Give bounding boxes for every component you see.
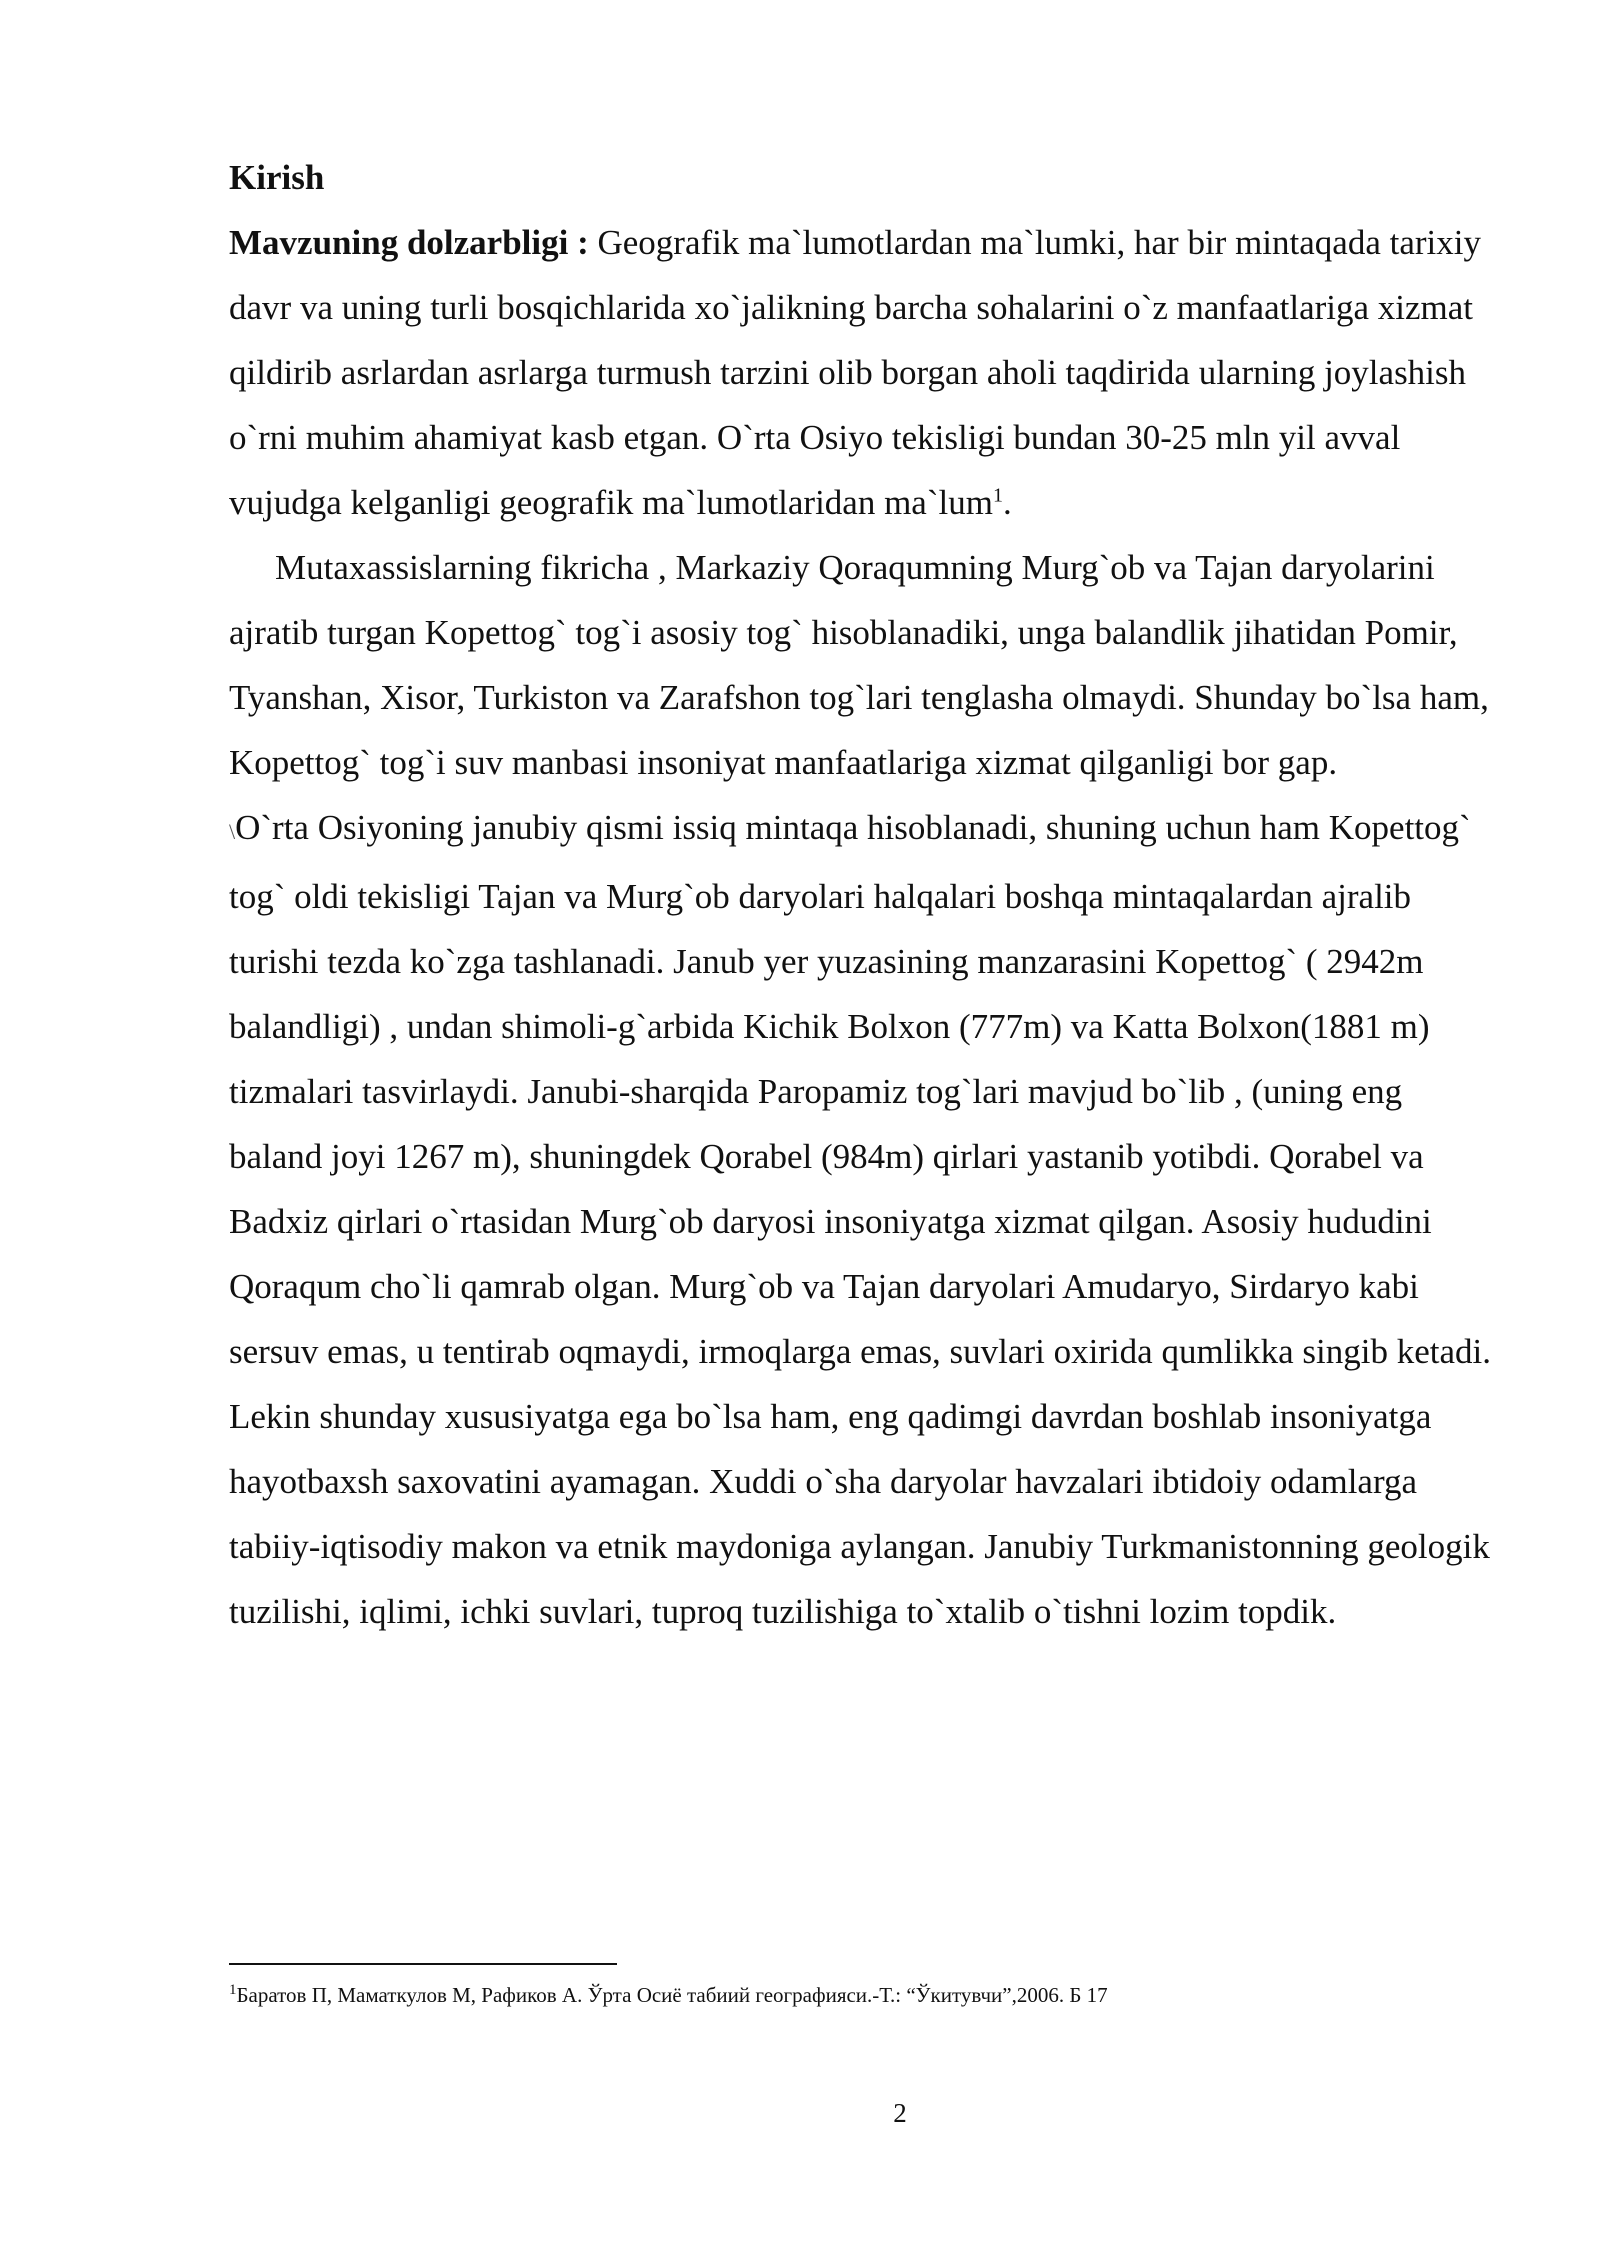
intro-end: . [1002,483,1012,522]
footnote-number: 1 [229,1982,237,1998]
footnote [229,1980,1429,2010]
intro-label: Mavzuning dolzarbligi : [229,223,589,262]
body-text [229,145,1491,1644]
section-heading: Kirish [229,158,325,197]
footnote-separator [229,1963,617,1965]
paragraph-3-text: O`rta Osiyoning janubiy qismi issiq mintaqa hisoblanadi, shuning uchun ham Kopettog` tog` oldi tekisligi Tajan va Murg`ob daryolari halqalari boshqa mintaqalardan ajralib turishi tezda ko`zga tashlanadi. Janub yer yuzasining manzarasini Kopettog` ( 2942m balandligi) , undan shimoli-g`arbida Kichik Bolxon (777m) va Katta Bolxon(1881 m) tizmalari tasvirlaydi. Janubi-sharqida Paropamiz tog`lari mavjud bo`lib , (uning eng baland joyi 1267 m), shuningdek Qorabel (984m) qirlari yastanib yotibdi. Qorabel va Badxiz qirlari o`rtasidan Murg`ob daryosi insoniyatga xizmat qilgan. Asosiy hududini Qoraqum cho`li qamrab olgan. Murg`ob va Tajan daryolari Amudaryo, Sirdaryo kabi sersuv emas, u tentirab oqmaydi, irmoqlarga emas, suvlari oxirida qumlikka singib ketadi. Lekin shunday xususiyatga ega bo`lsa ham, eng qadimgi davrdan boshlab insoniyatga hayotbaxsh saxovatini ayamagan. Xuddi o`sha daryolar havzalari ibtidoiy odamlarga tabiiy-iqtisodiy makon va etnik maydoniga aylangan. Janubiy Turkmanistonning geologik tuzilishi, iqlimi, ichki suvlari, tuproq tuzilishiga to`xtalib o`tishni lozim topdik. [229,808,1491,1631]
intro-paragraph [229,210,1491,535]
page-number: 2 [893,2098,907,2128]
footnote-reference[interactable]: 1 [992,484,1003,507]
paragraph-2: Mutaxassislarning fikricha , Markaziy Qoraqumning Murg`ob va Tajan daryolarini ajratib turgan Kopettog` tog`i asosiy tog` hisoblanadiki, unga balandlik jihatidan Pomir, Tyanshan, Xisor, Turkiston va Zarafshon tog`lari tenglasha olmaydi. Shunday bo`lsa ham, Kopettog` tog`i suv manbasi insoniyat manfaatlariga xizmat qilganligi bor gap. [229,548,1489,782]
footnote-text: Баратов П, Маматкулов М, Рафиков А. Ўрта Осиё табиий географияси.-Т.: “Ўкитувчи”,2006. Б 17 [236,1983,1108,2007]
paragraph-marker: \ [229,819,236,844]
intro-text: Geografik ma`lumotlardan ma`lumki, har bir mintaqada tarixiy davr va uning turli bosqichlarida xo`jalikning barcha sohalarini o`z manfaatlariga xizmat qildirib asrlardan asrlarga turmush tarzini olib borgan aholi taqdirida ularning joylashish o`rni muhim ahamiyat kasb etgan. O`rta Osiyo tekisligi bundan 30-25 mln yil avval vujudga kelganligi geografik ma`lumotlaridan ma`lum [229,223,1481,522]
paragraph-3 [229,795,1491,1644]
